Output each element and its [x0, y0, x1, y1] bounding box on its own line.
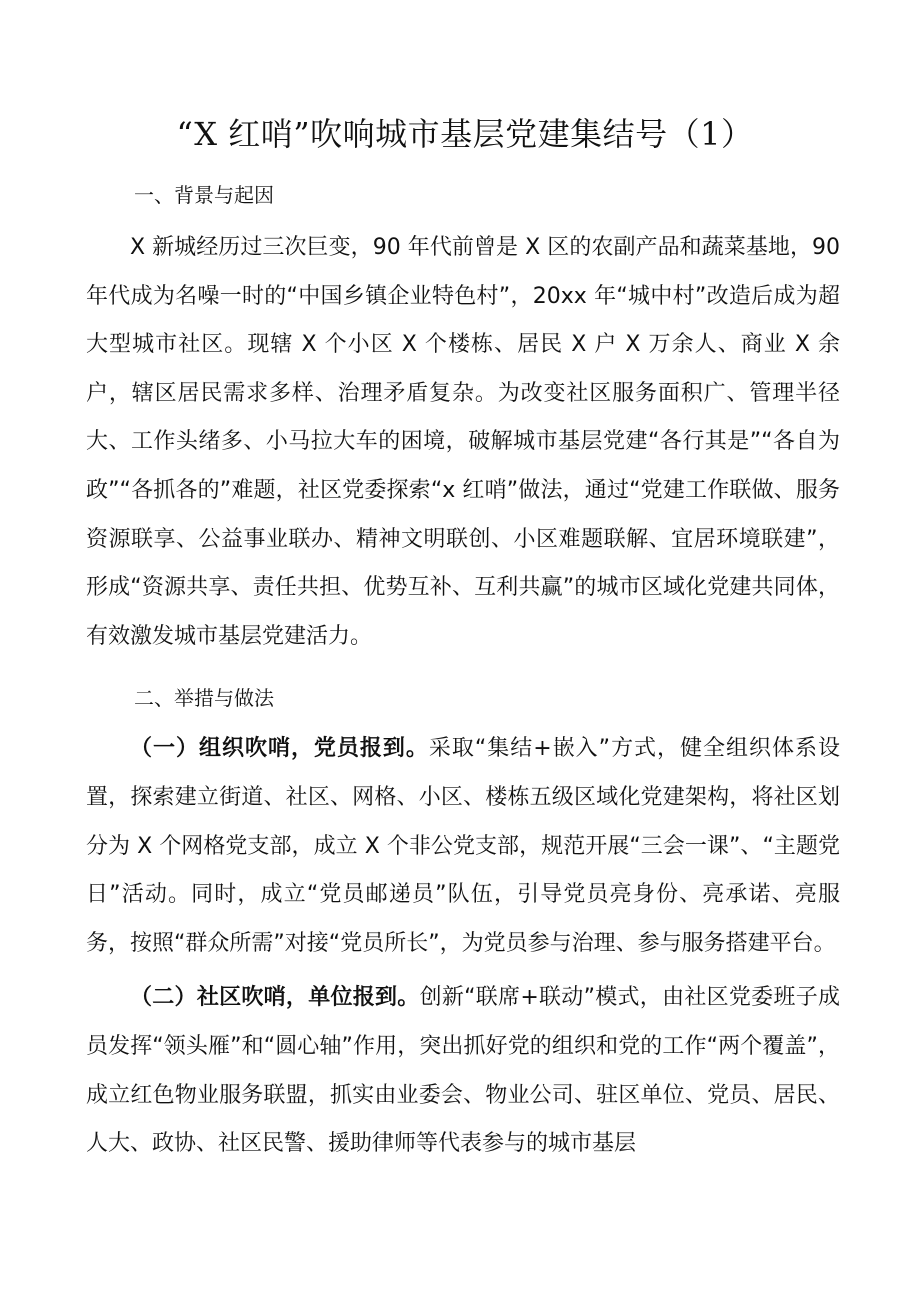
section-heading-measures: 二、举措与做法	[134, 686, 274, 711]
background-paragraph: X 新城经历过三次巨变，90 年代前曾是 X 区的农副产品和蔬菜基地，90 年代成为名噪一时的“中国乡镇企业特色村”，20xx 年“城中村”改造后成为超大型城市社区。现辖 X 个小区 X 个楼栋、居民 X 户 X 万余人、商业 X 余户，辖区居民需求多样、治理矛盾复杂。为改变社区服务面积广、管理半径大、工作头绪多、小马拉大车的困境，破解城市基层党建“各行其是”“各自为政”“各抓各的”难题，社区党委探索“x 红哨”做法，通过“党建工作联做、服务资源联享、公益事业联办、精神文明联创、小区难题联解、宜居环境联建”，形成“资源共享、责任共担、优势互补、互利共赢”的城市区域化党建共同体，有效激发城市基层党建活力。	[86, 235, 840, 649]
document-page	[86, 112, 840, 1169]
measure-lead-community: （二）社区吹哨，单位报到。	[130, 985, 420, 1011]
section-heading-background: 一、背景与起因	[134, 183, 274, 207]
measure-paragraph-organization	[86, 725, 840, 968]
measure-body-organization: 采取“集结+嵌入”方式，健全组织体系设置，探索建立街道、社区、网格、小区、楼栋五级区域化党建架构，将社区划分为 X 个网格党支部，成立 X 个非公党支部，规范开展“三会一课”、“主题党日”活动。同时，成立“党员邮递员”队伍，引导党员亮身份、亮承诺、亮服务，按照“群众所需”对接“党员所长”，为党员参与治理、参与服务搭建平台。	[86, 736, 840, 956]
measure-paragraph-community	[86, 974, 840, 1168]
measure-lead-organization: （一）组织吹哨，党员报到。	[130, 736, 429, 762]
measure-body-community: 创新“联席+联动”模式，由社区党委班子成员发挥“领头雁”和“圆心轴”作用，突出抓好党的组织和党的工作“两个覆盖”，成立红色物业服务联盟，抓实由业委会、物业公司、驻区单位、党员、居民、人大、政协、社区民警、援助律师等代表参与的城市基层	[86, 985, 840, 1157]
document-title: “X 红哨”吹响城市基层党建集结号（1）	[176, 115, 754, 153]
